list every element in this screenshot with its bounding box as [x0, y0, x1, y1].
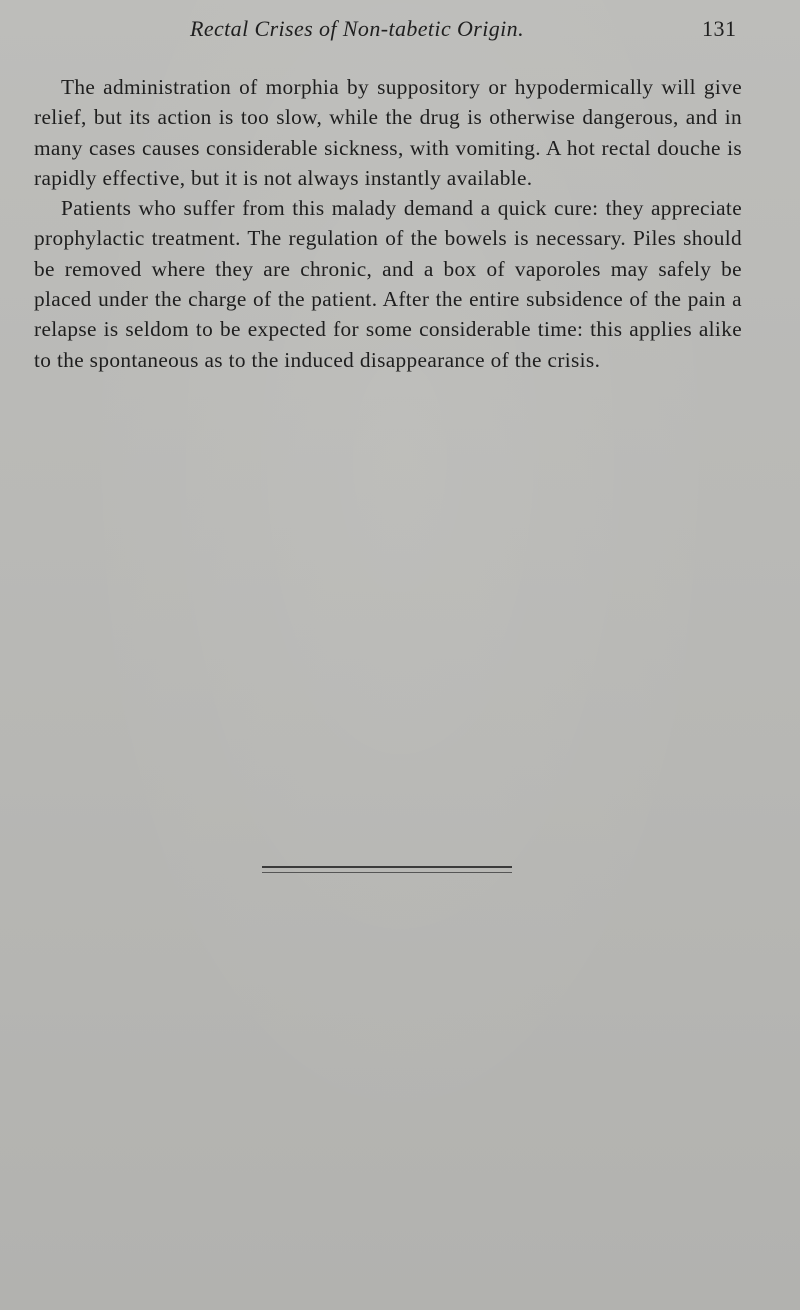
running-head — [0, 16, 800, 48]
double-rule-bottom — [262, 872, 512, 873]
double-rule-top — [262, 866, 512, 868]
paragraph-1: The administration of morphia by suppository or hypodermically will give relief, but its action is too slow, while the drug is otherwise dangerous, and in many cases causes considerable sickness, with vomiting. A hot rectal douche is rapidly effective, but it is not always instantly available. — [34, 75, 742, 190]
section-end-rule — [262, 866, 512, 877]
page-number: 131 — [702, 16, 737, 41]
body-text — [34, 72, 742, 375]
paragraph-2: Patients who suffer from this malady demand a quick cure: they appreciate prophylactic treatment. The regulation of the bowels is necessary. Piles should be removed where they are chronic, and a box of vaporoles may safely be placed under the charge of the patient. After the entire subsidence of the pain a relapse is seldom to be expected for some considerable time: this applies alike to the spontaneous as to the induced disappearance of the crisis. — [34, 196, 742, 372]
running-title: Rectal Crises of Non-tabetic Origin. — [190, 16, 524, 41]
